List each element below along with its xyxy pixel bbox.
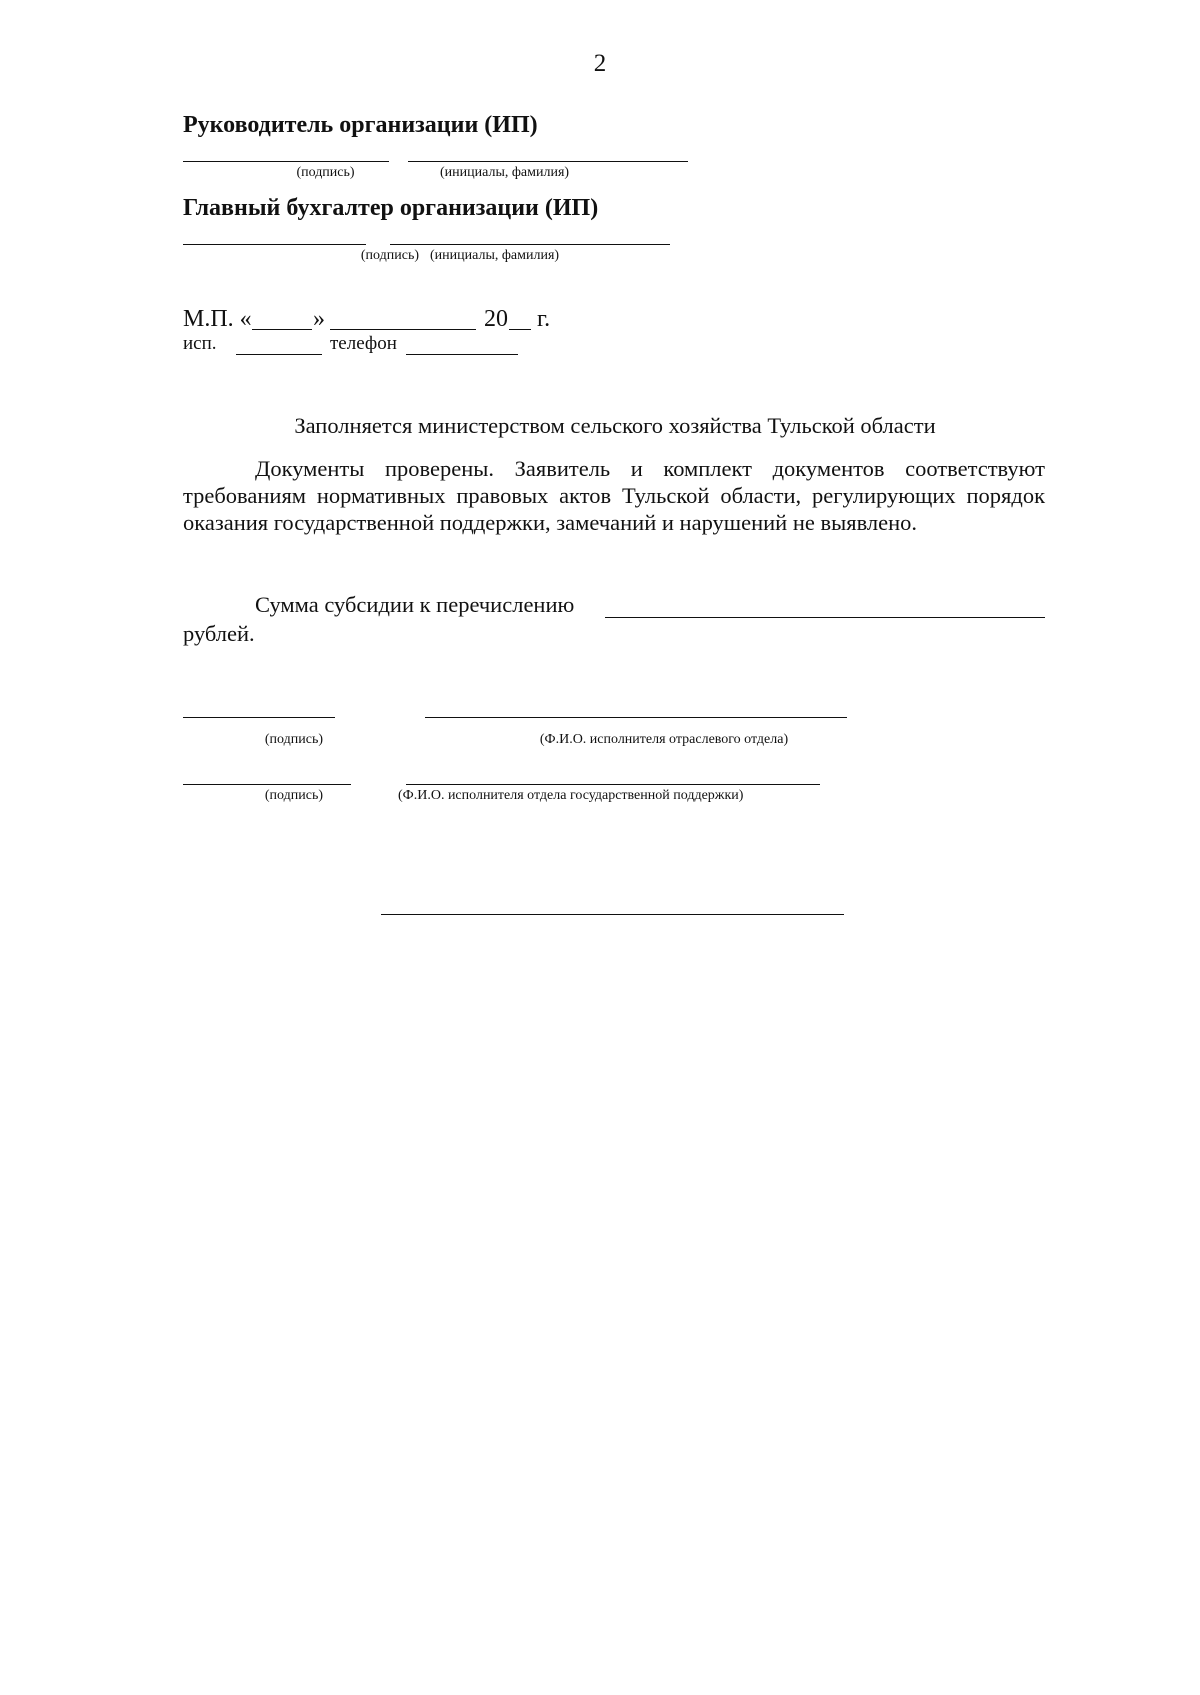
head-name-caption: (инициалы, фамилия) (440, 165, 570, 180)
date-year-line[interactable] (509, 329, 531, 330)
currency-label: рублей. (183, 621, 255, 646)
mp-label: М.П. « (183, 306, 252, 332)
phone-label: телефон (330, 333, 397, 354)
head-name-line[interactable] (408, 161, 688, 162)
date-day-line[interactable] (252, 329, 312, 330)
accountant-title: Главный бухгалтер организации (ИП) (183, 195, 599, 221)
row1-signature-caption: (подпись) (264, 732, 323, 747)
verification-paragraph: Документы проверены. Заявитель и комплект документов соответствуют требованиям нормативных правовых актов Тульской области, регулирующих порядок оказания государственной поддержки, замечаний и нарушений не выявлено. (183, 456, 1045, 535)
accountant-name-line[interactable] (390, 244, 670, 245)
row2-name-line[interactable] (406, 784, 820, 785)
date-quote-close: » (313, 306, 325, 332)
date-year-suffix: г. (537, 306, 551, 332)
row2-signature-line[interactable] (183, 784, 351, 785)
date-month-line[interactable] (330, 329, 476, 330)
row2-name-caption: (Ф.И.О. исполнителя отдела государственной поддержки) (398, 788, 744, 803)
row1-name-caption: (Ф.И.О. исполнителя отраслевого отдела) (539, 732, 789, 747)
subsidy-label: Сумма субсидии к перечислению (255, 592, 575, 617)
row1-name-line[interactable] (425, 717, 847, 718)
head-signature-line[interactable] (183, 161, 389, 162)
ministry-heading: Заполняется министерством сельского хозяйства Тульской области (294, 413, 936, 438)
closing-separator (381, 914, 844, 915)
row2-signature-caption: (подпись) (264, 788, 323, 803)
accountant-signature-caption: (подпись) (360, 248, 419, 263)
page-number: 2 (593, 50, 607, 77)
accountant-signature-line[interactable] (183, 244, 366, 245)
executor-label: исп. (183, 333, 217, 354)
subsidy-amount-line[interactable] (605, 617, 1045, 618)
date-year-prefix: 20 (484, 306, 508, 332)
accountant-name-caption: (инициалы, фамилия) (430, 248, 560, 263)
executor-line[interactable] (236, 354, 322, 355)
head-signature-caption: (подпись) (296, 165, 355, 180)
row1-signature-line[interactable] (183, 717, 335, 718)
phone-line[interactable] (406, 354, 518, 355)
head-title: Руководитель организации (ИП) (183, 112, 538, 138)
